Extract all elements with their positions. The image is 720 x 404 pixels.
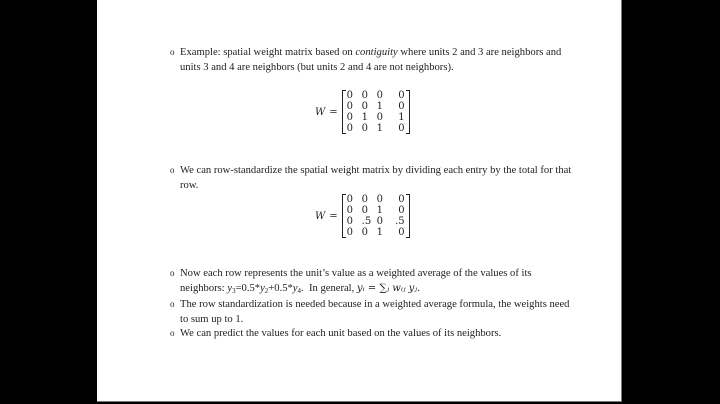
matrix-cell: 0: [398, 194, 405, 205]
matrix-cell: 0: [346, 205, 354, 216]
bullet-text: We can predict the values for each unit based on the values of its neighbors.: [180, 328, 502, 339]
matrix-cell: 1: [398, 112, 405, 123]
formula-specific: $y_3=0.5*y_2+0.5*y_4$.: [227, 283, 304, 295]
bullet-marker: o: [170, 47, 175, 57]
matrix-cell: 0: [346, 216, 354, 227]
matrix-cell: 0: [398, 90, 405, 101]
matrix-cell: 0: [361, 101, 369, 112]
matrix-cell: 0: [376, 112, 384, 123]
bullet-text: The row standardization is needed because in a weighted average formula, the weights need to sum up to 1.: [180, 299, 570, 325]
matrix-cell: 0: [346, 112, 354, 123]
bullet-text: We can row-standardize the spatial weight matrix by dividing each entry by the total for that row.: [180, 165, 572, 191]
matrix-cell: 0: [398, 227, 405, 238]
matrix-cell: 1: [376, 123, 384, 134]
bullet-weighted-average: [170, 266, 580, 299]
matrix-cell: 0: [346, 90, 354, 101]
equals-sign: =: [329, 210, 338, 222]
matrix-cell: 0: [361, 205, 369, 216]
bullet-predict: [170, 326, 580, 341]
matrix-cell: 0: [398, 123, 405, 134]
bullet-marker: o: [170, 328, 175, 338]
weight-matrix-binary: [315, 90, 410, 134]
bullet-example: [170, 45, 580, 75]
matrix-cell: 1: [376, 205, 384, 216]
matrix-lhs: W: [315, 106, 326, 118]
matrix-cell: 0: [376, 194, 384, 205]
matrix-grid: [342, 90, 410, 134]
matrix-cell: 1: [376, 101, 384, 112]
matrix-cell: 0: [346, 227, 354, 238]
matrix-lhs: W: [315, 210, 326, 222]
bullet-row-standardize: [170, 163, 580, 193]
matrix-cell: 0: [398, 101, 405, 112]
formula-general: yᵢ = ∑ⱼ wᵢⱼ yⱼ.: [356, 283, 421, 294]
document-page: [97, 0, 622, 402]
equals-sign: =: [329, 106, 338, 118]
matrix-cell: 0: [361, 194, 369, 205]
bullet-text: Example: spatial weight matrix based on contiguity where units 2 and 3 are neighbors and units 3 and 4 are neighbors (but units 2 and 4 are not neighbors).: [180, 47, 562, 73]
matrix-cell: 0: [346, 123, 354, 134]
emphasis-contiguity: contiguity: [355, 47, 398, 58]
matrix-cell: 0: [361, 90, 369, 101]
matrix-cell: 0: [361, 227, 369, 238]
matrix-cell: .5: [395, 216, 405, 227]
matrix-cell: 0: [361, 123, 369, 134]
weight-matrix-standardized: [315, 194, 410, 238]
bullet-marker: o: [170, 165, 175, 175]
bullet-marker: o: [170, 268, 175, 278]
matrix-cell: 0: [376, 216, 384, 227]
bullet-marker: o: [170, 299, 175, 309]
bullet-text: Now each row represents the unit’s value as a weighted average of the values of its neighbors: $y_3=0.5*y_2+0.5*y_4$. In general, yᵢ = ∑ⱼ wᵢⱼ yⱼ.: [180, 268, 532, 295]
matrix-cell: 0: [376, 90, 384, 101]
matrix-cell: 1: [361, 112, 369, 123]
matrix-cell: 0: [346, 194, 354, 205]
matrix-cell: 0: [398, 205, 405, 216]
matrix-cell: 1: [376, 227, 384, 238]
matrix-cell: .5: [361, 216, 372, 227]
bullet-sum-to-one: [170, 297, 580, 327]
matrix-grid: [342, 194, 410, 238]
matrix-cell: 0: [346, 101, 354, 112]
